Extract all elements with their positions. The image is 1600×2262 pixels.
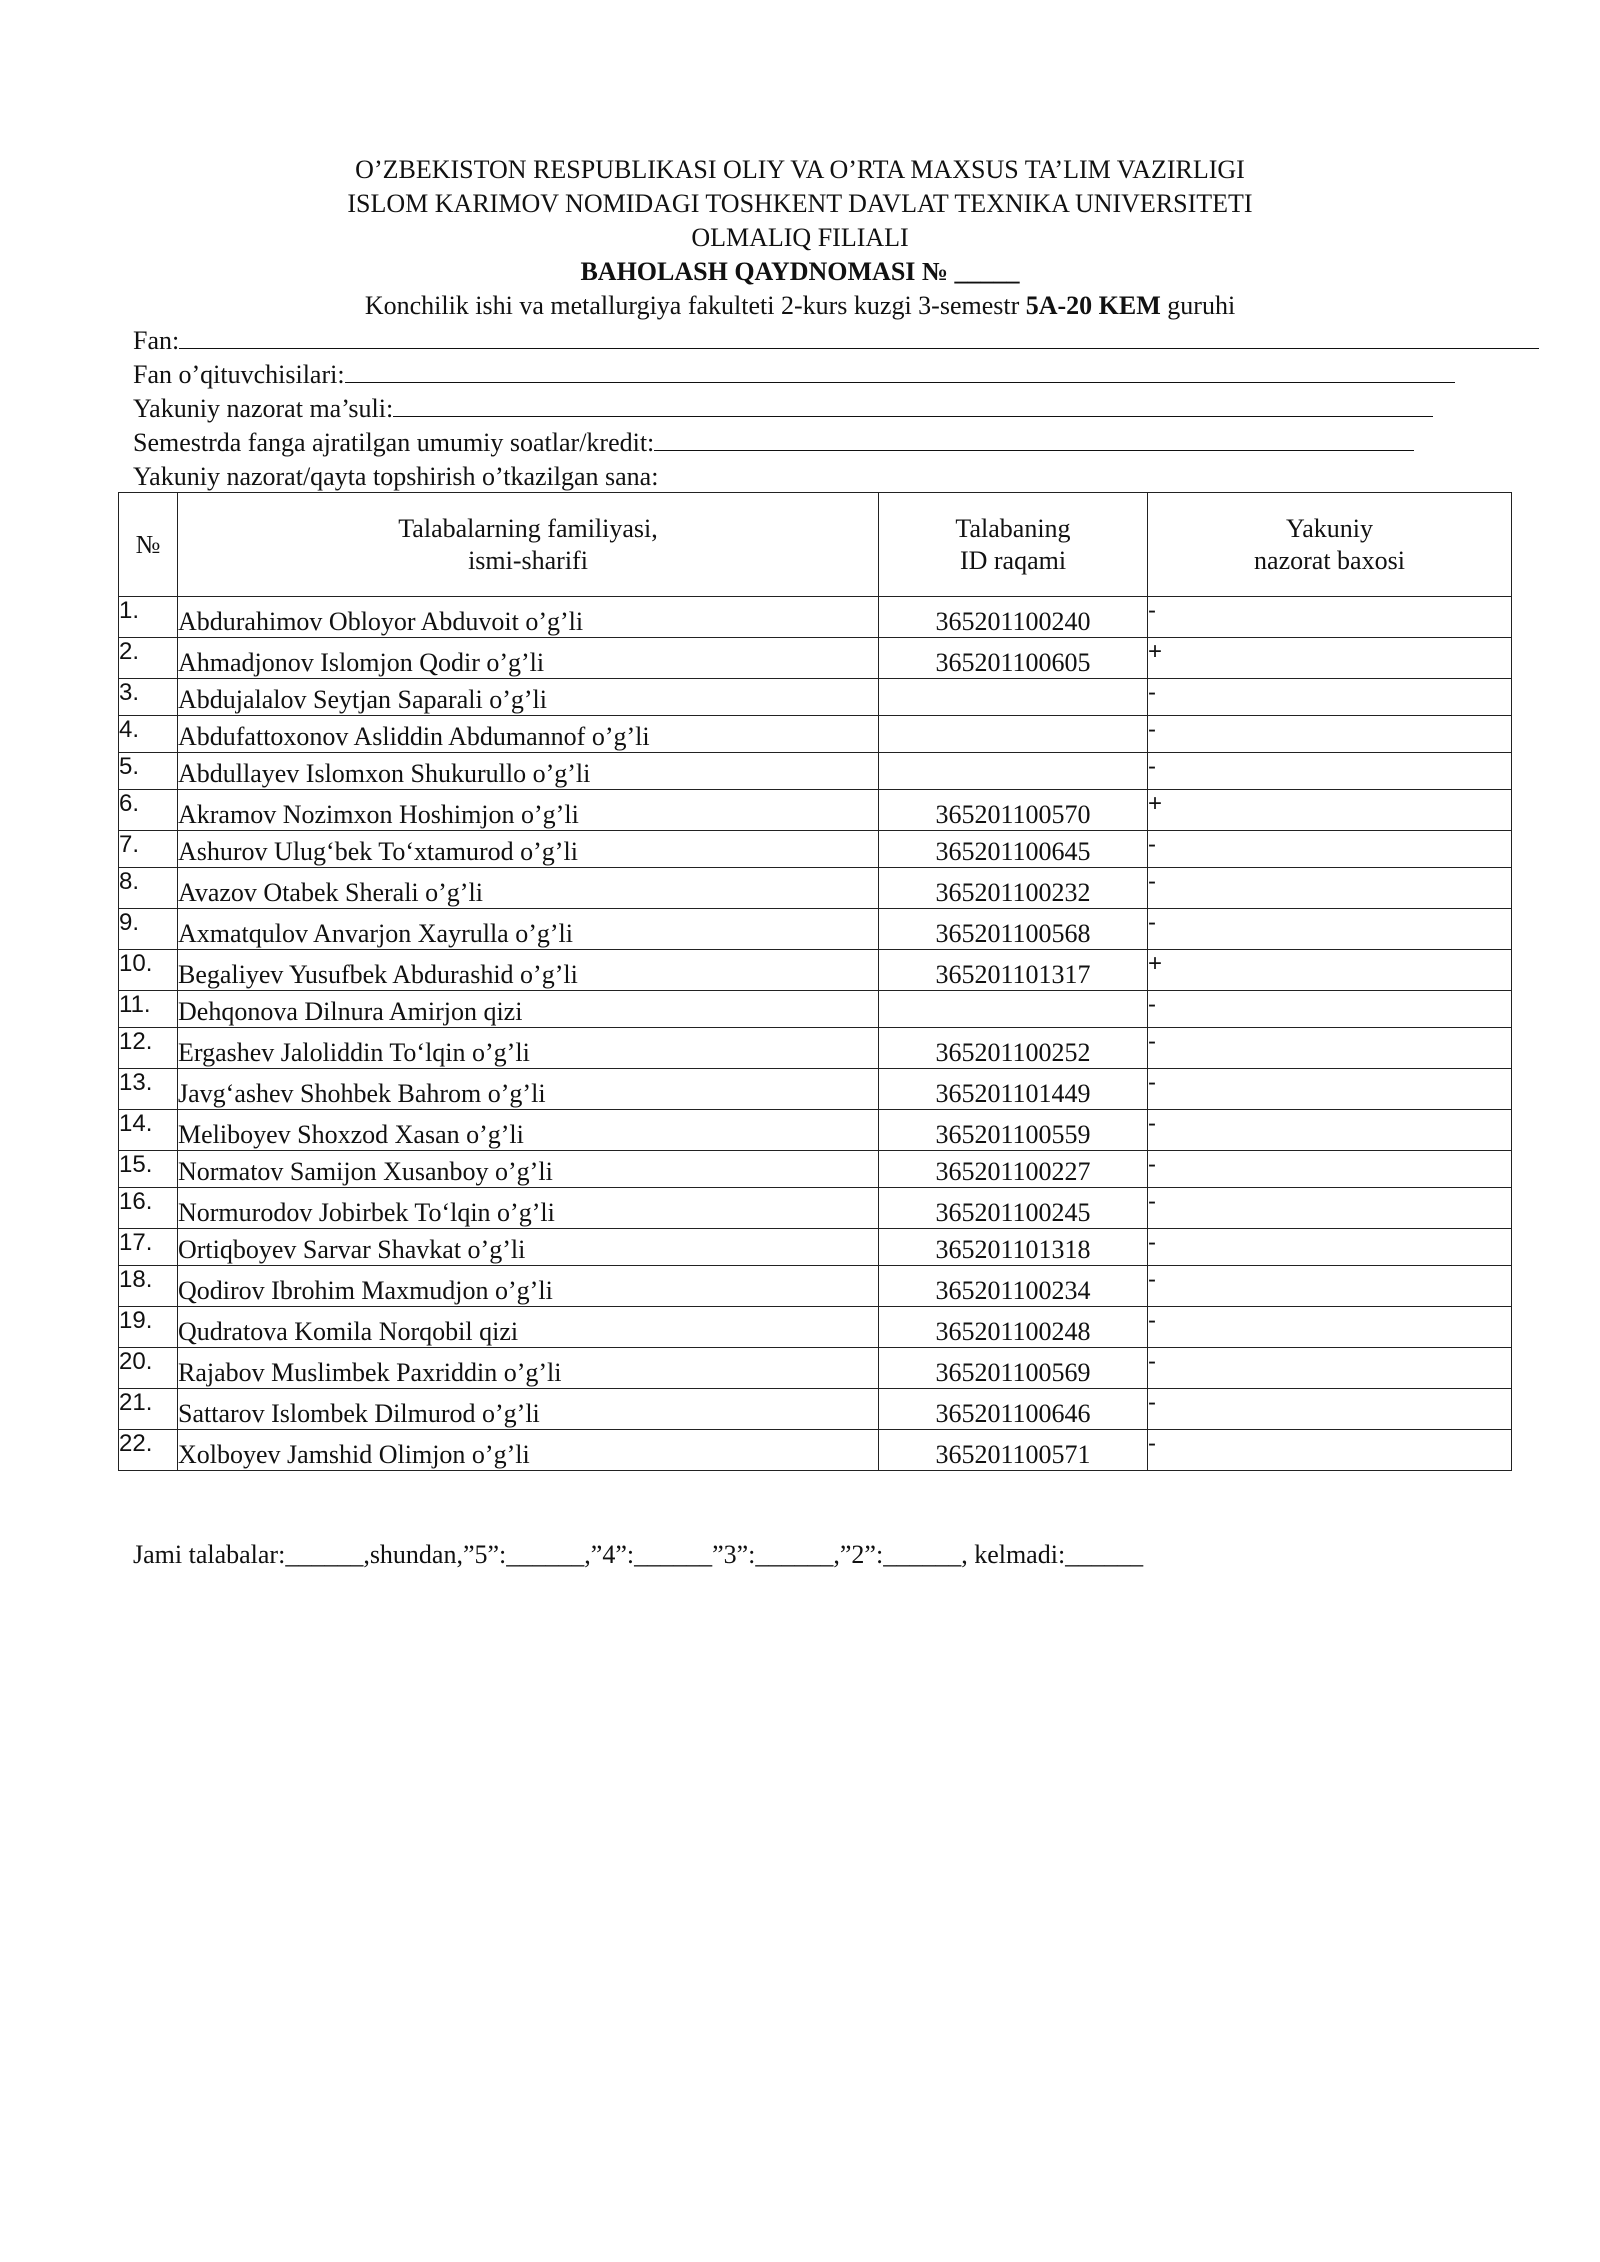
ministry-heading: O’ZBEKISTON RESPUBLIKASI OLIY VA O’RTA MAXSUS TA’LIM VAZIRLIGI [355, 155, 1245, 184]
table-row [119, 1110, 1512, 1151]
document-title: BAHOLASH QAYDNOMASI № _____ [580, 257, 1020, 286]
table-row [119, 1266, 1512, 1307]
row-number: 5. [119, 753, 178, 790]
student-id: 365201100569 [879, 1348, 1148, 1389]
student-name: Normurodov Jobirbek To‘lqin o’g’li [178, 1188, 879, 1229]
id-header-line2: ID raqami [959, 545, 1067, 575]
group-name: 5A-20 KEM [1025, 291, 1161, 320]
id-column-header [879, 493, 1148, 597]
student-name: Dehqonova Dilnura Amirjon qizi [178, 991, 879, 1028]
student-grade: - [1148, 1266, 1512, 1307]
row-number: 16. [119, 1188, 178, 1229]
student-id: 365201100234 [879, 1266, 1148, 1307]
responsible-blank [393, 392, 1433, 417]
student-grade: - [1148, 1430, 1512, 1471]
teachers-label: Fan o’qituvchisilari: [133, 360, 345, 389]
student-name: Abdurahimov Obloyor Abduvoit o’g’li [178, 597, 879, 638]
table-row [119, 1069, 1512, 1110]
student-grade: - [1148, 1028, 1512, 1069]
row-number: 9. [119, 909, 178, 950]
student-grade: - [1148, 1110, 1512, 1151]
student-id: 365201100248 [879, 1307, 1148, 1348]
student-id: 365201100605 [879, 638, 1148, 679]
student-name: Xolboyev Jamshid Olimjon o’g’li [178, 1430, 879, 1471]
date-label: Yakuniy nazorat/qayta topshirish o’tkazilgan sana: [133, 462, 659, 491]
student-name: Axmatqulov Anvarjon Xayrulla o’g’li [178, 909, 879, 950]
row-number: 17. [119, 1229, 178, 1266]
student-id: 365201100559 [879, 1110, 1148, 1151]
student-id: 365201101449 [879, 1069, 1148, 1110]
responsible-field [133, 392, 1433, 426]
grades-table [118, 492, 1512, 1471]
student-id: 365201100571 [879, 1430, 1148, 1471]
student-id: 365201101317 [879, 950, 1148, 991]
student-name: Sattarov Islombek Dilmurod o’g’li [178, 1389, 879, 1430]
table-row [119, 1028, 1512, 1069]
row-number: 18. [119, 1266, 178, 1307]
subtitle-suffix: guruhi [1160, 291, 1236, 320]
student-name: Qodirov Ibrohim Maxmudjon o’g’li [178, 1266, 879, 1307]
student-name: Abdujalalov Seytjan Saparali o’g’li [178, 679, 879, 716]
student-grade: - [1148, 679, 1512, 716]
row-number: 13. [119, 1069, 178, 1110]
student-grade: - [1148, 597, 1512, 638]
name-column-header [178, 493, 879, 597]
student-id: 365201100245 [879, 1188, 1148, 1229]
student-id [879, 679, 1148, 716]
student-grade: + [1148, 638, 1512, 679]
student-name: Avazov Otabek Sherali o’g’li [178, 868, 879, 909]
grade-column-header [1148, 493, 1512, 597]
student-name: Normatov Samijon Xusanboy o’g’li [178, 1151, 879, 1188]
table-row [119, 1229, 1512, 1266]
row-number: 12. [119, 1028, 178, 1069]
student-grade: - [1148, 1188, 1512, 1229]
student-grade: - [1148, 716, 1512, 753]
summary-line: Jami talabalar:______,shundan,”5”:______,”4”:______”3”:______,”2”:______, kelmadi:______ [133, 1540, 1144, 1569]
student-id: 365201100240 [879, 597, 1148, 638]
student-grade: - [1148, 868, 1512, 909]
student-name: Abdullayev Islomxon Shukurullo o’g’li [178, 753, 879, 790]
row-number: 21. [119, 1389, 178, 1430]
row-number: 11. [119, 991, 178, 1028]
student-id: 365201100252 [879, 1028, 1148, 1069]
row-number: 20. [119, 1348, 178, 1389]
hours-field [133, 426, 1414, 460]
table-row [119, 1348, 1512, 1389]
student-grade: - [1148, 1307, 1512, 1348]
subject-field [133, 324, 1539, 358]
student-grade: - [1148, 753, 1512, 790]
grade-header-line1: Yakuniy [1286, 513, 1373, 543]
student-id: 365201100646 [879, 1389, 1148, 1430]
student-name: Akramov Nozimxon Hoshimjon o’g’li [178, 790, 879, 831]
subject-blank [179, 324, 1539, 349]
student-grade: + [1148, 790, 1512, 831]
table-row [119, 679, 1512, 716]
name-header-line2: ismi-sharifi [468, 545, 588, 575]
row-number: 4. [119, 716, 178, 753]
student-id: 365201100568 [879, 909, 1148, 950]
row-number: 19. [119, 1307, 178, 1348]
student-name: Begaliyev Yusufbek Abdurashid o’g’li [178, 950, 879, 991]
student-grade: - [1148, 1348, 1512, 1389]
student-id: 365201100570 [879, 790, 1148, 831]
student-grade: + [1148, 950, 1512, 991]
table-row [119, 831, 1512, 868]
table-row [119, 1389, 1512, 1430]
student-grade: - [1148, 909, 1512, 950]
subtitle-text: Konchilik ishi va metallurgiya fakulteti 2-kurs kuzgi 3-semestr [364, 291, 1026, 320]
row-number: 3. [119, 679, 178, 716]
table-row [119, 716, 1512, 753]
teachers-blank [345, 358, 1455, 383]
table-row [119, 790, 1512, 831]
student-id: 365201100227 [879, 1151, 1148, 1188]
row-number: 7. [119, 831, 178, 868]
student-grade: - [1148, 991, 1512, 1028]
table-header-row [119, 493, 1512, 597]
row-number: 8. [119, 868, 178, 909]
table-row [119, 950, 1512, 991]
id-header-line1: Talabaning [955, 513, 1071, 543]
student-name: Meliboyev Shoxzod Xasan o’g’li [178, 1110, 879, 1151]
table-row [119, 868, 1512, 909]
table-row [119, 753, 1512, 790]
student-id [879, 716, 1148, 753]
document-subtitle [0, 289, 1600, 323]
student-name: Rajabov Muslimbek Paxriddin o’g’li [178, 1348, 879, 1389]
student-grade: - [1148, 831, 1512, 868]
hours-blank [654, 426, 1414, 451]
student-name: Ergashev Jaloliddin To‘lqin o’g’li [178, 1028, 879, 1069]
row-number: 22. [119, 1430, 178, 1471]
student-id [879, 991, 1148, 1028]
table-row [119, 1307, 1512, 1348]
responsible-label: Yakuniy nazorat ma’suli: [133, 394, 394, 423]
student-name: Javg‘ashev Shohbek Bahrom o’g’li [178, 1069, 879, 1110]
student-id: 365201100645 [879, 831, 1148, 868]
row-number: 14. [119, 1110, 178, 1151]
date-field [133, 460, 658, 494]
student-id [879, 753, 1148, 790]
student-grade: - [1148, 1229, 1512, 1266]
row-number: 2. [119, 638, 178, 679]
university-heading: ISLOM KARIMOV NOMIDAGI TOSHKENT DAVLAT TEXNIKA UNIVERSITETI [347, 189, 1253, 218]
student-name: Ortiqboyev Sarvar Shavkat o’g’li [178, 1229, 879, 1266]
number-column-header: № [119, 493, 178, 597]
branch-heading: OLMALIQ FILIALI [691, 223, 909, 252]
teachers-field [133, 358, 1455, 392]
grade-header-line2: nazorat baxosi [1254, 545, 1405, 575]
row-number: 6. [119, 790, 178, 831]
table-row [119, 909, 1512, 950]
table-row [119, 1151, 1512, 1188]
student-name: Abdufattoxonov Asliddin Abdumannof o’g’li [178, 716, 879, 753]
row-number: 15. [119, 1151, 178, 1188]
student-grade: - [1148, 1389, 1512, 1430]
row-number: 1. [119, 597, 178, 638]
table-row [119, 1188, 1512, 1229]
subject-label: Fan: [133, 326, 180, 355]
student-id: 365201101318 [879, 1229, 1148, 1266]
student-name: Ahmadjonov Islomjon Qodir o’g’li [178, 638, 879, 679]
table-row [119, 1430, 1512, 1471]
table-row [119, 991, 1512, 1028]
student-name: Qudratova Komila Norqobil qizi [178, 1307, 879, 1348]
row-number: 10. [119, 950, 178, 991]
student-name: Ashurov Ulug‘bek To‘xtamurod o’g’li [178, 831, 879, 868]
student-grade: - [1148, 1151, 1512, 1188]
student-grade: - [1148, 1069, 1512, 1110]
name-header-line1: Talabalarning familiyasi, [398, 513, 658, 543]
hours-label: Semestrda fanga ajratilgan umumiy soatlar/kredit: [133, 428, 655, 457]
table-row [119, 597, 1512, 638]
table-row [119, 638, 1512, 679]
student-id: 365201100232 [879, 868, 1148, 909]
